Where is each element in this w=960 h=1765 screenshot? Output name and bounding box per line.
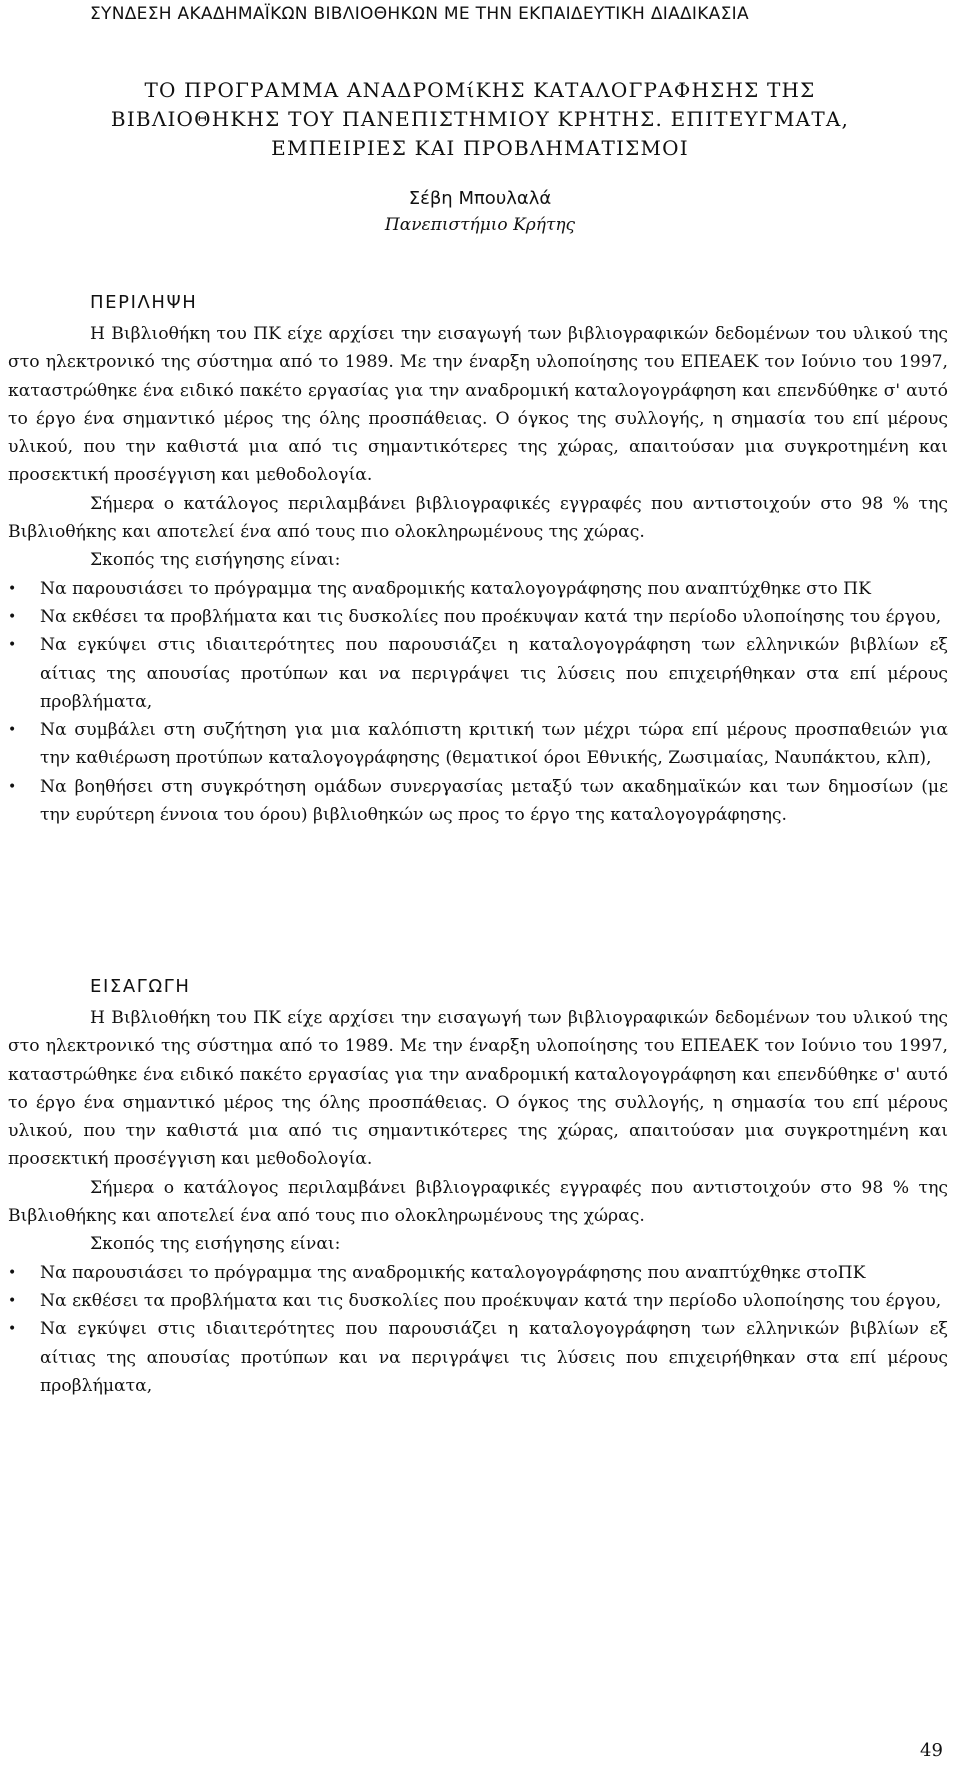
list-item: • Να εγκύψει στις ιδιαιτερότητες που παρουσιάζει η καταλογογράφηση των ελληνικών βιβλίων εξ αίτιας της απουσίας προτύπων και να περιγράψει τις λύσεις που επιχειρήθηκαν στα επί μέρους προβλήματα,: [8, 1315, 948, 1400]
bullet-icon: •: [8, 1321, 17, 1338]
introduction-heading: ΕΙΣΑΓΩΓΗ: [90, 976, 191, 997]
abstract-paragraph: Σκοπός της εισήγησης είναι:: [90, 550, 341, 571]
list-item: • Να βοηθήσει στη συγκρότηση ομάδων συνεργασίας μεταξύ των ακαδημαϊκών και των δημοσίων (με την ευρύτερη έννοια του όρου) βιβλιοθηκών ως προς το έργο της καταλογογράφησης.: [8, 773, 948, 830]
introduction-bullet-list: [8, 1259, 948, 1400]
list-item: • Να εγκύψει στις ιδιαιτερότητες που παρουσιάζει η καταλογογράφηση των ελληνικών βιβλίων εξ αίτιας της απουσίας προτύπων και να περιγράψει τις λύσεις που επιχειρήθηκαν στα επί μέρους προβλήματα,: [8, 631, 948, 716]
list-item: • Να παρουσιάσει το πρόγραμμα της αναδρομικής καταλογογράφησης που αναπτύχθηκε στοΠΚ: [8, 1259, 948, 1287]
abstract-heading: ΠΕΡΙΛΗΨΗ: [90, 292, 198, 313]
bullet-icon: •: [8, 637, 17, 654]
paper-title-line-1: ΤΟ ΠΡΟΓΡΑΜΜΑ ΑΝΑΔΡΟΜίΚΗΣ ΚΑΤΑΛΟΓΡΑΦΗΣΗΣ ΤΗΣ: [144, 78, 816, 102]
abstract-body: [8, 320, 948, 829]
paper-title-line-2: ΒΙΒΛΙΟΘΗΚΗΣ ΤΟΥ ΠΑΝΕΠΙΣΤΗΜΙΟΥ ΚΡΗΤΗΣ. ΕΠΙΤΕΥΓΜΑΤΑ,: [110, 107, 850, 131]
bullet-icon: •: [8, 1292, 17, 1309]
abstract-paragraph: Η Βιβλιοθήκη του ΠΚ είχε αρχίσει την εισαγωγή των βιβλιογραφικών δεδομένων του υλικού της στο ηλεκτρονικό της σύστημα από το 1989. Με την έναρξη υλοποίησης του ΕΠΕΑΕΚ τον Ιούνιο του 1997, καταστρώθηκε ένα ειδικό πακέτο εργασίας για την αναδρομική καταλογογράφηση και επενδύθηκε σ' αυτό το έργο ένα σημαντικό μέρος της όλης προσπάθειας. Ο όγκος της συλλογής, η σημασία του επί μέρους υλικού, που την καθιστά μια από τις σημαντικότερες της χώρας, απαιτούσαν μια συγκροτημένη και προσεκτική προσέγγιση και μεθοδολογία.: [8, 324, 948, 486]
paper-title-line-3: ΕΜΠΕΙΡΙΕΣ ΚΑΙ ΠΡΟΒΛΗΜΑΤΙΣΜΟΙ: [271, 136, 689, 160]
page-number: 49: [920, 1740, 943, 1761]
list-item: • Να εκθέσει τα προβλήματα και τις δυσκολίες που προέκυψαν κατά την περίοδο υλοποίησης του έργου,: [8, 603, 948, 631]
bullet-icon: •: [8, 722, 17, 739]
list-item: • Να συμβάλει στη συζήτηση για μια καλόπιστη κριτική των μέχρι τώρα επί μέρους προσπαθειών για την καθιέρωση προτύπων καταλογογράφησης (θεματικοί όροι Εθνικής, Ζωσιμαίας, Ναυπάκτου, κλπ),: [8, 716, 948, 773]
bullet-icon: •: [8, 608, 17, 625]
introduction-paragraph: Σήμερα ο κατάλογος περιλαμβάνει βιβλιογραφικές εγγραφές που αντιστοιχούν στο 98 % της Βιβλιοθήκης και αποτελεί ένα από τους πιο ολοκληρωμένους της χώρας.: [8, 1177, 948, 1227]
list-item: • Να εκθέσει τα προβλήματα και τις δυσκολίες που προέκυψαν κατά την περίοδο υλοποίησης του έργου,: [8, 1287, 948, 1315]
author-name: Σέβη Μπουλαλά: [408, 188, 552, 209]
list-item: • Να παρουσιάσει το πρόγραμμα της αναδρομικής καταλογογράφησης που αναπτύχθηκε στο ΠΚ: [8, 575, 948, 603]
author-affiliation: Πανεπιστήμιο Κρήτης: [384, 215, 576, 235]
running-header: ΣΥΝΔΕΣΗ ΑΚΑΔΗΜΑΪΚΩΝ ΒΙΒΛΙΟΘΗΚΩΝ ΜΕ ΤΗΝ ΕΚΠΑΙΔΕΥΤΙΚΗ ΔΙΑΔΙΚΑΣΙΑ: [90, 4, 749, 24]
abstract-paragraph: Σήμερα ο κατάλογος περιλαμβάνει βιβλιογραφικές εγγραφές που αντιστοιχούν στο 98 % της Βιβλιοθήκης και αποτελεί ένα από τους πιο ολοκληρωμένους της χώρας.: [8, 493, 948, 543]
bullet-icon: •: [8, 1264, 17, 1281]
introduction-body: [8, 1004, 948, 1400]
introduction-paragraph: Η Βιβλιοθήκη του ΠΚ είχε αρχίσει την εισαγωγή των βιβλιογραφικών δεδομένων του υλικού της στο ηλεκτρονικό της σύστημα από το 1989. Με την έναρξη υλοποίησης του ΕΠΕΑΕΚ τον Ιούνιο του 1997, καταστρώθηκε ένα ειδικό πακέτο εργασίας για την αναδρομική καταλογογράφηση και επενδύθηκε σ' αυτό το έργο ένα σημαντικό μέρος της όλης προσπάθειας. Ο όγκος της συλλογής, η σημασία του επί μέρους υλικού, που την καθιστά μια από τις σημαντικότερες της χώρας, απαιτούσαν μια συγκροτημένη και προσεκτική προσέγγιση και μεθοδολογία.: [8, 1008, 948, 1170]
introduction-paragraph: Σκοπός της εισήγησης είναι:: [90, 1234, 341, 1255]
bullet-icon: •: [8, 580, 17, 597]
abstract-bullet-list: [8, 575, 948, 830]
bullet-icon: •: [8, 778, 17, 795]
